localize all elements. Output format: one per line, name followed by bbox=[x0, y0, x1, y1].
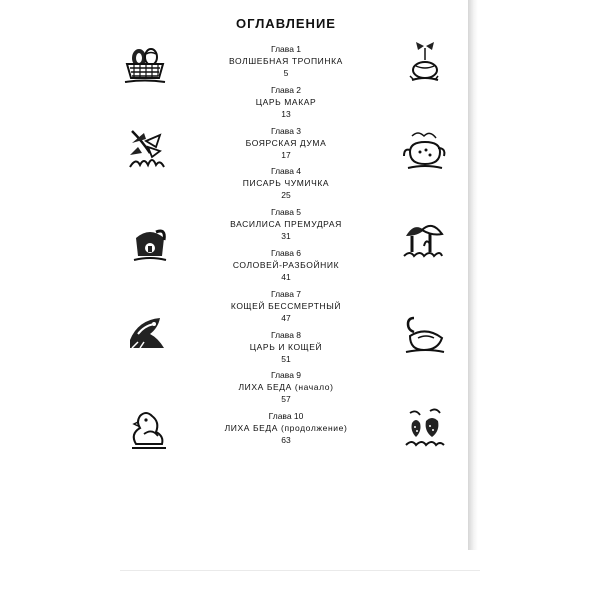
toc-entry bbox=[168, 289, 404, 330]
chapter-label: Глава 10 bbox=[268, 411, 304, 422]
chapter-title: ЦАРЬ И КОЩЕЙ bbox=[249, 341, 323, 352]
chapter-title: СОЛОВЕЙ-РАЗБОЙНИК bbox=[232, 259, 340, 270]
chapter-title: ПИСАРЬ ЧУМИЧКА bbox=[242, 178, 330, 189]
swan-icon bbox=[402, 310, 448, 356]
chapter-title: ВОЛШЕБНАЯ ТРОПИНКА bbox=[229, 56, 343, 66]
toc-entry bbox=[168, 411, 404, 452]
toc-entry bbox=[168, 85, 404, 126]
chapter-page: 5 bbox=[283, 68, 289, 78]
chapter-title: ЦАРЬ МАКАР bbox=[255, 96, 317, 107]
basket-icon bbox=[122, 40, 168, 86]
chapter-page: 17 bbox=[281, 149, 291, 160]
chapter-label: Глава 1 bbox=[270, 44, 302, 54]
scan-artifact-line bbox=[120, 570, 480, 571]
page-edge-shadow bbox=[468, 0, 478, 550]
chapter-label: Глава 4 bbox=[270, 166, 302, 177]
chapter-title: КОЩЕЙ БЕССМЕРТНЫЙ bbox=[230, 300, 342, 311]
chapter-label: Глава 9 bbox=[270, 370, 302, 381]
toc-entry bbox=[168, 330, 404, 371]
toc-entry bbox=[168, 248, 404, 289]
page-title: ОГЛАВЛЕНИЕ bbox=[236, 16, 336, 31]
mushroom-icon bbox=[400, 216, 446, 262]
toc-entry bbox=[168, 126, 404, 167]
toc-entry bbox=[168, 166, 404, 207]
chapter-label: Глава 6 bbox=[270, 247, 302, 258]
dragonfly-icon bbox=[124, 125, 170, 171]
table-of-contents bbox=[168, 44, 404, 452]
chapter-page: 25 bbox=[281, 190, 291, 201]
chapter-page: 47 bbox=[281, 312, 291, 323]
kettle-icon bbox=[126, 220, 172, 266]
chapter-title: ЛИХА БЕДА (продолжение) bbox=[224, 423, 348, 434]
toc-entry bbox=[168, 370, 404, 411]
chapter-page: 41 bbox=[281, 271, 291, 282]
chapter-title: БОЯРСКАЯ ДУМА bbox=[245, 137, 327, 148]
chapter-page: 13 bbox=[281, 108, 291, 119]
butterfly-pot-icon bbox=[402, 40, 448, 86]
chapter-title: ВАСИЛИСА ПРЕМУДРАЯ bbox=[230, 219, 342, 230]
toc-entry bbox=[168, 44, 404, 85]
chapter-label: Глава 5 bbox=[270, 207, 302, 218]
chicken-icon bbox=[126, 406, 172, 452]
chapter-page: 51 bbox=[281, 353, 291, 364]
chapter-page: 31 bbox=[281, 231, 291, 242]
chapter-label: Глава 2 bbox=[270, 84, 302, 95]
chapter-page: 63 bbox=[281, 435, 291, 446]
toc-entry bbox=[168, 207, 404, 248]
bird-icon bbox=[124, 310, 170, 356]
chapter-label: Глава 8 bbox=[270, 329, 302, 340]
chapter-label: Глава 7 bbox=[270, 288, 302, 299]
chapter-page: 57 bbox=[281, 394, 291, 405]
teapot-icon bbox=[402, 128, 448, 174]
chapter-label: Глава 3 bbox=[270, 125, 302, 136]
strawberry-icon bbox=[402, 405, 448, 451]
chapter-title: ЛИХА БЕДА (начало) bbox=[238, 382, 334, 393]
